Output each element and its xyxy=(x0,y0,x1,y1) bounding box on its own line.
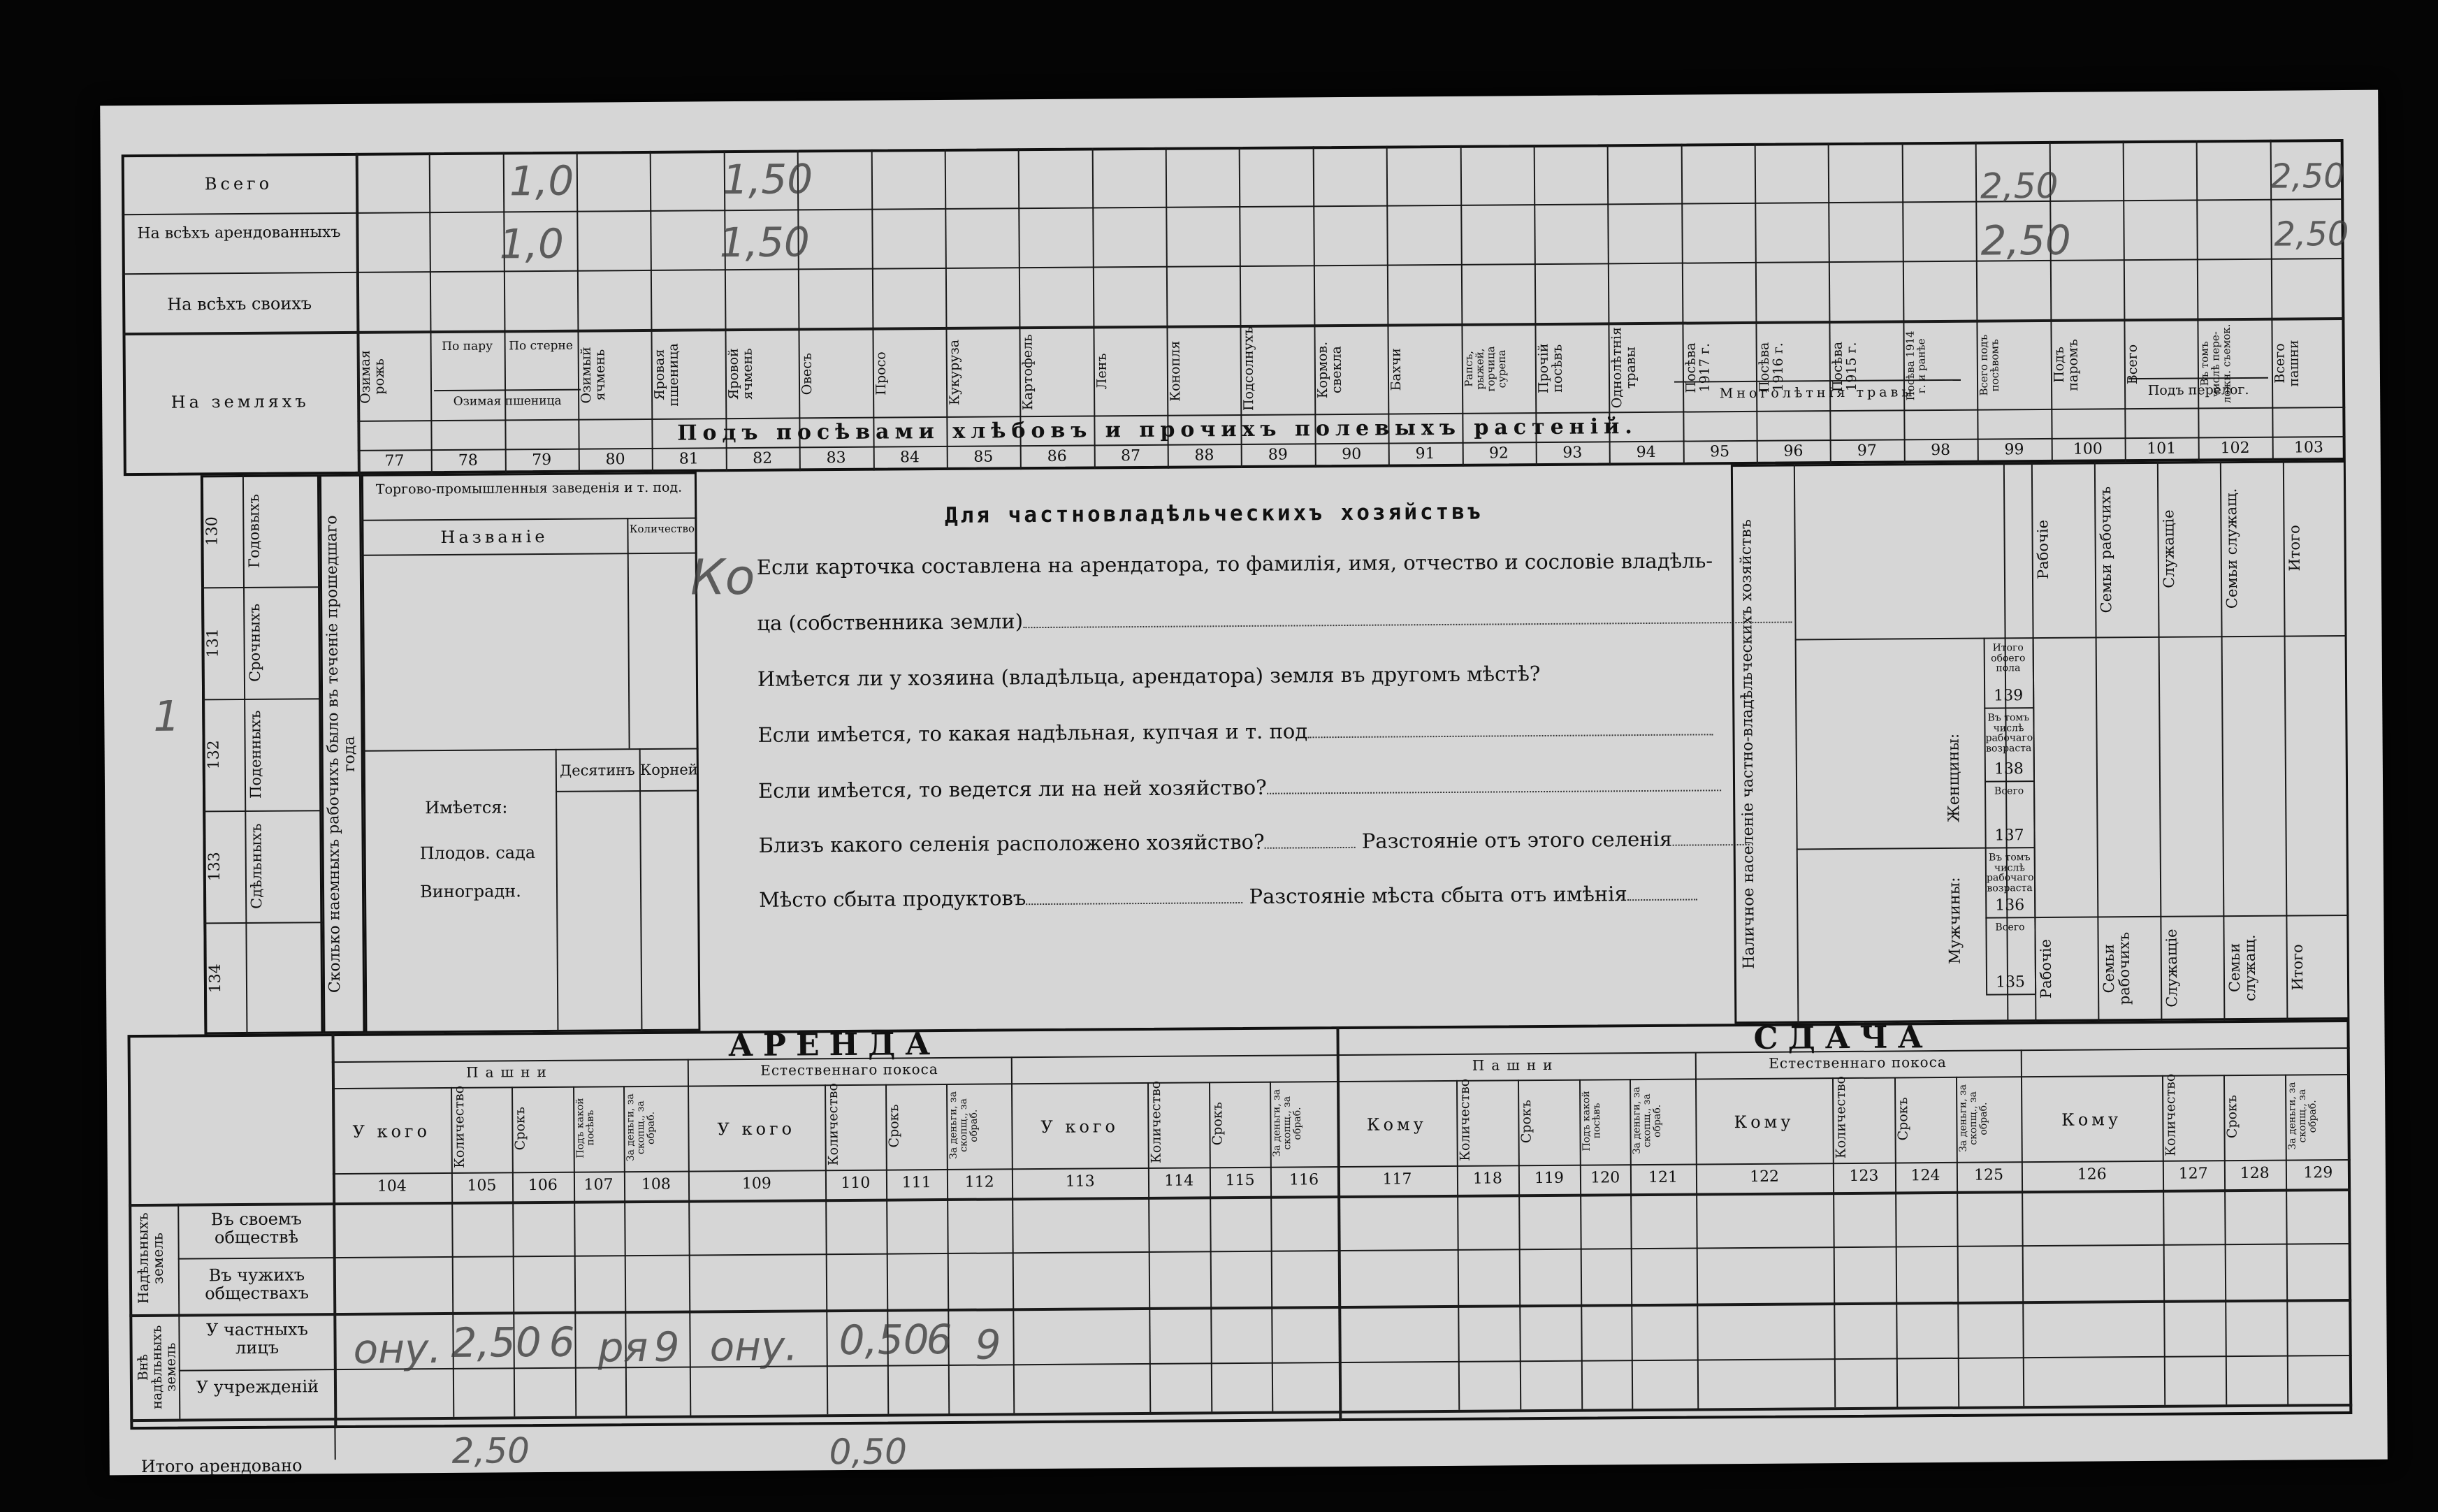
lease-header-u_kogo: У кого xyxy=(352,1121,431,1142)
question-owner-b: ца (собственника земли) xyxy=(757,609,1024,635)
staff-header-top: Итого xyxy=(2286,525,2303,572)
lease-col-number: 111 xyxy=(901,1174,931,1192)
lease-group-pokos: Естественнаго покоса xyxy=(760,1061,938,1079)
trade-qty: Количество xyxy=(629,522,695,536)
private-farms-title: Для частновладѣльческихъ хозяйствъ xyxy=(944,499,1483,528)
lease-col-number: 108 xyxy=(641,1175,671,1194)
crop-col-number: 78 xyxy=(458,451,478,470)
hw-row-posev: ря xyxy=(597,1323,648,1372)
korney-header: Корней xyxy=(639,761,698,779)
lease-col-number: 128 xyxy=(2240,1164,2270,1183)
lease-header-srok: Срокъ xyxy=(1210,1102,1226,1146)
crop-header-3: По стерне xyxy=(509,338,573,354)
staff-header-top: Семьи служащ. xyxy=(2223,488,2241,609)
population-sublabel: Въ томъ числѣ рабочаго возраста xyxy=(1986,852,2034,894)
crop-header-24: Подъ паромъ xyxy=(2051,338,2081,391)
crop-header-1: Озимая рожь xyxy=(357,349,388,404)
lease-col-number: 110 xyxy=(841,1174,871,1193)
answer-line[interactable] xyxy=(1026,902,1242,905)
has-label: Имѣется: xyxy=(425,797,508,818)
table-line xyxy=(334,1418,335,1460)
worker-row-number: 134 xyxy=(206,964,225,994)
crop-col-number: 82 xyxy=(753,449,773,467)
crop-header-11: Ленъ xyxy=(1094,353,1110,390)
answer-line[interactable] xyxy=(1023,622,1792,629)
ozimaya-pshenitsa-label: Озимая пшеница xyxy=(453,393,562,409)
question-farming-row xyxy=(758,773,1721,803)
crop-header-25: Всего xyxy=(2124,344,2140,385)
population-sublabel: Всего xyxy=(1994,785,2024,797)
crop-col-number: 95 xyxy=(1709,443,1730,461)
lease-col-number: 118 xyxy=(1472,1170,1502,1188)
staff-header-bottom: Итого xyxy=(2288,944,2307,991)
lease-col-number: 115 xyxy=(1225,1171,1255,1190)
question-other-land: Имѣется ли у хозяина (владѣльца, арендатора) земля въ другомъ мѣстѣ? xyxy=(757,662,1541,691)
crop-header-2: По пару xyxy=(442,339,493,354)
perelog-label: Подъ перелог. xyxy=(2147,381,2249,398)
lease-col-number: 122 xyxy=(1749,1168,1780,1186)
hw-vsego-ozim: 1,0 xyxy=(509,157,574,205)
hw-arend-posev: 2,50 xyxy=(1980,216,2071,265)
lease-col-number: 121 xyxy=(1648,1168,1678,1186)
hw-arend-ozim: 1,0 xyxy=(499,219,565,268)
question-owner: Если карточка составлена на арендатора, то фамилія, имя, отчество и сословіе владѣль- xyxy=(756,548,1713,579)
row-svoem: Въ своемъ обществѣ xyxy=(210,1209,302,1248)
hw-row-deng2: 9 xyxy=(975,1321,1001,1369)
hw-row-srok2: 6 xyxy=(926,1315,952,1364)
crop-col-number: 91 xyxy=(1415,445,1435,463)
orchard-label: Плодов. сада xyxy=(419,843,536,864)
lease-header-za_dengi: За деньги, за скопщ., за обраб. xyxy=(1957,1084,1989,1153)
crop-header-9: Кукуруза xyxy=(946,340,963,406)
lease-header-kolich: Количество xyxy=(2162,1073,2179,1156)
crops-banner: Подъ посѣвами хлѣбовъ и прочихъ полевыхъ растеній. xyxy=(677,414,1638,446)
trade-box xyxy=(361,472,701,1033)
crop-header-20: Посѣва 1916 г. xyxy=(1756,342,1787,393)
hw-total-pokos: 0,50 xyxy=(829,1431,908,1473)
row-itogo: Итого арендовано xyxy=(140,1455,303,1477)
question-market-row xyxy=(759,882,1697,911)
worker-row-number: 133 xyxy=(205,852,224,882)
crop-col-number: 89 xyxy=(1268,446,1288,464)
group-nadel: Надѣльныхъ земель xyxy=(134,1212,166,1304)
crop-col-number: 81 xyxy=(679,450,699,468)
women-label: Женщины: xyxy=(1945,733,1964,822)
group-vne-nadel: Внѣ надѣльныхъ земель xyxy=(135,1325,179,1409)
lease-header-kolich: Количество xyxy=(1148,1080,1165,1163)
lease-col-number: 105 xyxy=(467,1177,497,1195)
mnogoletnie-label: Многолѣтнія травы xyxy=(1719,384,1916,402)
crop-header-13: Подсолнухъ xyxy=(1240,326,1257,412)
arenda-title: АРЕНДА xyxy=(727,1026,941,1064)
hw-mid-mark: Ко xyxy=(690,548,755,606)
lease-col-number: 112 xyxy=(964,1173,994,1191)
question-farming: Если имѣется, то ведется ли на ней хозяйство? xyxy=(757,775,1267,803)
trade-name: Названіе xyxy=(440,526,549,548)
crop-header-4: Озимый ячмень xyxy=(578,347,609,404)
lease-header-za_dengi: За деньги, за скопщ., за обраб. xyxy=(624,1093,657,1162)
hw-row-ukogo2: ону. xyxy=(709,1322,799,1371)
row-label-vsego: Всего xyxy=(204,173,273,194)
hw-row-kol: 2,50 xyxy=(451,1318,542,1367)
crop-header-18: Однолѣтнія травы xyxy=(1609,327,1639,409)
answer-line[interactable] xyxy=(1307,734,1713,738)
crop-header-26: Въ томъ числѣ пере- ложн. съемок. xyxy=(2198,324,2233,404)
worker-row-label: Поденныхъ xyxy=(247,710,265,799)
crop-col-number: 98 xyxy=(1931,441,1951,460)
staff-header-bottom: Рабочіе xyxy=(2037,939,2055,999)
crop-col-number: 99 xyxy=(2004,441,2024,459)
hw-row-deng: 9 xyxy=(653,1323,680,1371)
hw-vsego-posev: 2,50 xyxy=(1980,165,2059,207)
crop-header-17: Прочій посѣвъ xyxy=(1535,343,1565,394)
question-land-type-row xyxy=(757,718,1713,746)
staff-header-top: Рабочіе xyxy=(2034,520,2052,580)
population-sublabel: Всего xyxy=(1995,922,2025,933)
crop-col-number: 79 xyxy=(532,451,552,470)
lease-col-number: 123 xyxy=(1849,1167,1879,1185)
lease-header-kolich: Количество xyxy=(825,1083,841,1166)
lease-group-pashni: Пашни xyxy=(1472,1056,1560,1074)
lease-col-number: 106 xyxy=(528,1176,558,1195)
lease-col-number: 124 xyxy=(1910,1167,1940,1185)
answer-line[interactable] xyxy=(1267,790,1721,794)
sdacha-title: СДАЧА xyxy=(1753,1019,1933,1056)
crop-col-number: 85 xyxy=(973,448,994,466)
hw-vsego-yar: 1,50 xyxy=(722,155,813,204)
crop-col-number: 102 xyxy=(2220,439,2250,458)
answer-line[interactable] xyxy=(1265,847,1356,849)
lease-col-number: 127 xyxy=(2178,1165,2208,1183)
lease-header-u_kogo: У кого xyxy=(1040,1117,1119,1137)
lease-header-za_dengi: За деньги, за скопщ., за обраб. xyxy=(1631,1086,1664,1155)
crop-col-number: 94 xyxy=(1636,443,1656,462)
population-caption: Наличное населеніе частно-владѣльческихъ хозяйствъ xyxy=(1737,519,1758,969)
lease-header-srok: Срокъ xyxy=(2223,1095,2240,1139)
hw-total-pashni: 2,50 xyxy=(451,1430,530,1471)
population-sublabel: Итого обоего пола xyxy=(1991,642,2026,674)
question-distance-market: Разстояніе мѣста сбыта отъ имѣнія xyxy=(1249,882,1627,908)
hw-arend-pashni: 2,50 xyxy=(2274,214,2349,254)
worker-row-label: Сдѣльныхъ xyxy=(247,823,266,910)
lease-col-number: 119 xyxy=(1534,1169,1564,1188)
row-uchrezhd: У учрежденій xyxy=(196,1376,319,1397)
lease-col-number: 120 xyxy=(1590,1169,1620,1187)
worker-row-label: Срочныхъ xyxy=(246,603,263,682)
lease-header-za_dengi: За деньги, за скопщ., за обраб. xyxy=(948,1091,980,1160)
lease-header-komu: Кому xyxy=(1366,1114,1427,1135)
lease-col-number: 107 xyxy=(583,1176,614,1194)
staff-header-top: Семьи рабочихъ xyxy=(2097,486,2115,613)
answer-line[interactable] xyxy=(1627,899,1697,901)
workers-caption: Сколько наемныхъ рабочихъ было въ теченіе прошедшаго года xyxy=(323,515,358,994)
lease-col-number: 125 xyxy=(1973,1166,2004,1184)
crop-header-6: Яровой ячмень xyxy=(725,348,755,400)
lease-header-srok: Срокъ xyxy=(1518,1100,1534,1144)
lease-col-number: 109 xyxy=(741,1175,771,1193)
crop-header-12: Конопля xyxy=(1167,340,1184,402)
worker-row-number: 130 xyxy=(203,516,222,546)
question-village-row xyxy=(759,828,1750,857)
lease-col-number: 129 xyxy=(2303,1164,2333,1182)
crop-header-16: Рапсъ, рыжей, горчица сурепа xyxy=(1462,346,1508,392)
worker-row-number: 131 xyxy=(204,628,222,658)
census-card xyxy=(100,90,2388,1476)
crop-col-number: 87 xyxy=(1121,447,1141,465)
crop-col-number: 83 xyxy=(826,449,846,467)
lease-col-number: 113 xyxy=(1065,1172,1095,1191)
lease-header-pod_kakoy: Подъ какой посѣвъ xyxy=(574,1098,596,1158)
population-number: 135 xyxy=(1995,973,2026,991)
lease-header-kolich: Количество xyxy=(451,1085,467,1168)
staff-header-top: Служащіе xyxy=(2160,509,2178,588)
crop-col-number: 86 xyxy=(1047,447,1067,465)
lease-col-number: 126 xyxy=(2077,1165,2107,1184)
row-label-na-zemlyah: На земляхъ xyxy=(170,391,310,412)
lease-group-pokos: Естественнаго покоса xyxy=(1769,1053,1947,1072)
staff-header-bottom: Семьи служащ. xyxy=(2226,934,2259,1001)
crop-header-10: Картофель xyxy=(1020,334,1036,411)
lease-header-u_kogo: У кого xyxy=(717,1119,796,1140)
question-land-type: Если имѣется, то какая надѣльная, купчая и т. под xyxy=(757,719,1308,747)
lease-header-komu: Кому xyxy=(1734,1112,1794,1133)
crop-col-number: 84 xyxy=(899,449,920,467)
crop-col-number: 96 xyxy=(1783,442,1804,460)
worker-row-number: 132 xyxy=(205,740,223,770)
row-label-svoih: На всѣхъ своихъ xyxy=(167,293,312,314)
population-sublabel: Въ томъ числѣ рабочаго возраста xyxy=(1985,712,2033,755)
crop-header-22: Посѣва 1914 г. и ранѣе xyxy=(1903,330,1928,401)
vineyard-label: Виноградн. xyxy=(419,881,521,902)
crop-header-15: Бахчи xyxy=(1388,348,1405,391)
population-number: 136 xyxy=(1995,896,2025,915)
population-number: 137 xyxy=(1994,827,2024,845)
lease-col-number: 116 xyxy=(1289,1171,1319,1189)
row-label-arendovannyh: На всѣхъ арендованныхъ xyxy=(137,224,341,243)
crop-col-number: 103 xyxy=(2293,439,2324,457)
crop-col-number: 77 xyxy=(384,452,405,470)
crop-header-5: Яровая пшеница xyxy=(652,342,682,407)
lease-header-za_dengi: За деньги, за скопщ., за обраб. xyxy=(2286,1082,2319,1151)
crop-col-number: 88 xyxy=(1194,446,1214,465)
crop-header-23: Всего подъ посѣвомъ xyxy=(1977,335,2002,397)
crop-col-number: 97 xyxy=(1857,442,1877,460)
lease-header-komu: Кому xyxy=(2061,1110,2122,1130)
hw-row-ukogo: ону. xyxy=(353,1325,442,1373)
crop-header-27: Всего пашни xyxy=(2272,340,2302,387)
lease-header-kolich: Количество xyxy=(1833,1075,1850,1159)
lease-group-pashni: Пашни xyxy=(466,1063,553,1081)
question-owner-cont xyxy=(757,606,1792,635)
trade-header: Торгово-промышленныя заведенія и т. под. xyxy=(375,479,683,497)
desyatin-header: Десятинъ xyxy=(560,762,635,779)
lease-col-number: 114 xyxy=(1164,1172,1194,1190)
population-number: 138 xyxy=(1994,760,2024,778)
hw-vsego-pashni: 2,50 xyxy=(2270,156,2346,196)
row-chastnyh: У частныхъ лицъ xyxy=(205,1319,308,1358)
crop-col-number: 100 xyxy=(2073,440,2103,458)
crop-header-14: Кормов. свекла xyxy=(1314,341,1344,399)
hw-left-mark: 1 xyxy=(153,692,180,741)
crop-header-8: Просо xyxy=(873,351,889,395)
lease-header-srok: Срокъ xyxy=(1894,1097,1911,1141)
question-village: Близъ какого селенія расположено хозяйство? xyxy=(758,829,1265,857)
crop-header-7: Овесъ xyxy=(799,352,815,395)
lease-header-kolich: Количество xyxy=(1456,1078,1473,1161)
lease-col-number: 117 xyxy=(1382,1170,1412,1188)
lease-header-pod_kakoy: Подъ какой посѣвъ xyxy=(1581,1091,1603,1151)
crop-col-number: 80 xyxy=(605,451,625,469)
lease-header-srok: Срокъ xyxy=(512,1107,528,1151)
crop-header-19: Посѣва 1917 г. xyxy=(1683,342,1713,393)
hw-row-kol2: 0,50 xyxy=(839,1316,929,1365)
row-chuzhih: Въ чужихъ обществахъ xyxy=(205,1265,310,1304)
staff-header-bottom: Семьи рабочихъ xyxy=(2100,931,2133,1005)
lease-header-srok: Срокъ xyxy=(886,1104,902,1148)
crop-col-number: 92 xyxy=(1488,444,1509,463)
hw-arend-yar: 1,50 xyxy=(719,218,810,267)
worker-row-label: Годовыхъ xyxy=(245,493,263,568)
men-label: Мужчины: xyxy=(1945,877,1964,965)
population-number: 139 xyxy=(1994,687,2024,705)
question-market: Мѣсто сбыта продуктовъ xyxy=(759,886,1026,912)
crop-col-number: 90 xyxy=(1342,445,1362,464)
hw-row-srok: 6 xyxy=(549,1318,575,1366)
question-distance-village: Разстояніе отъ этого селенія xyxy=(1361,827,1673,853)
lease-header-za_dengi: За деньги, за скопщ., за обраб. xyxy=(1271,1089,1304,1158)
crop-col-number: 101 xyxy=(2147,439,2177,458)
crop-col-number: 93 xyxy=(1562,444,1583,462)
lease-col-number: 104 xyxy=(377,1177,407,1195)
staff-header-bottom: Служащіе xyxy=(2163,929,2181,1008)
crop-header-21: Посѣва 1915 г. xyxy=(1830,341,1860,392)
